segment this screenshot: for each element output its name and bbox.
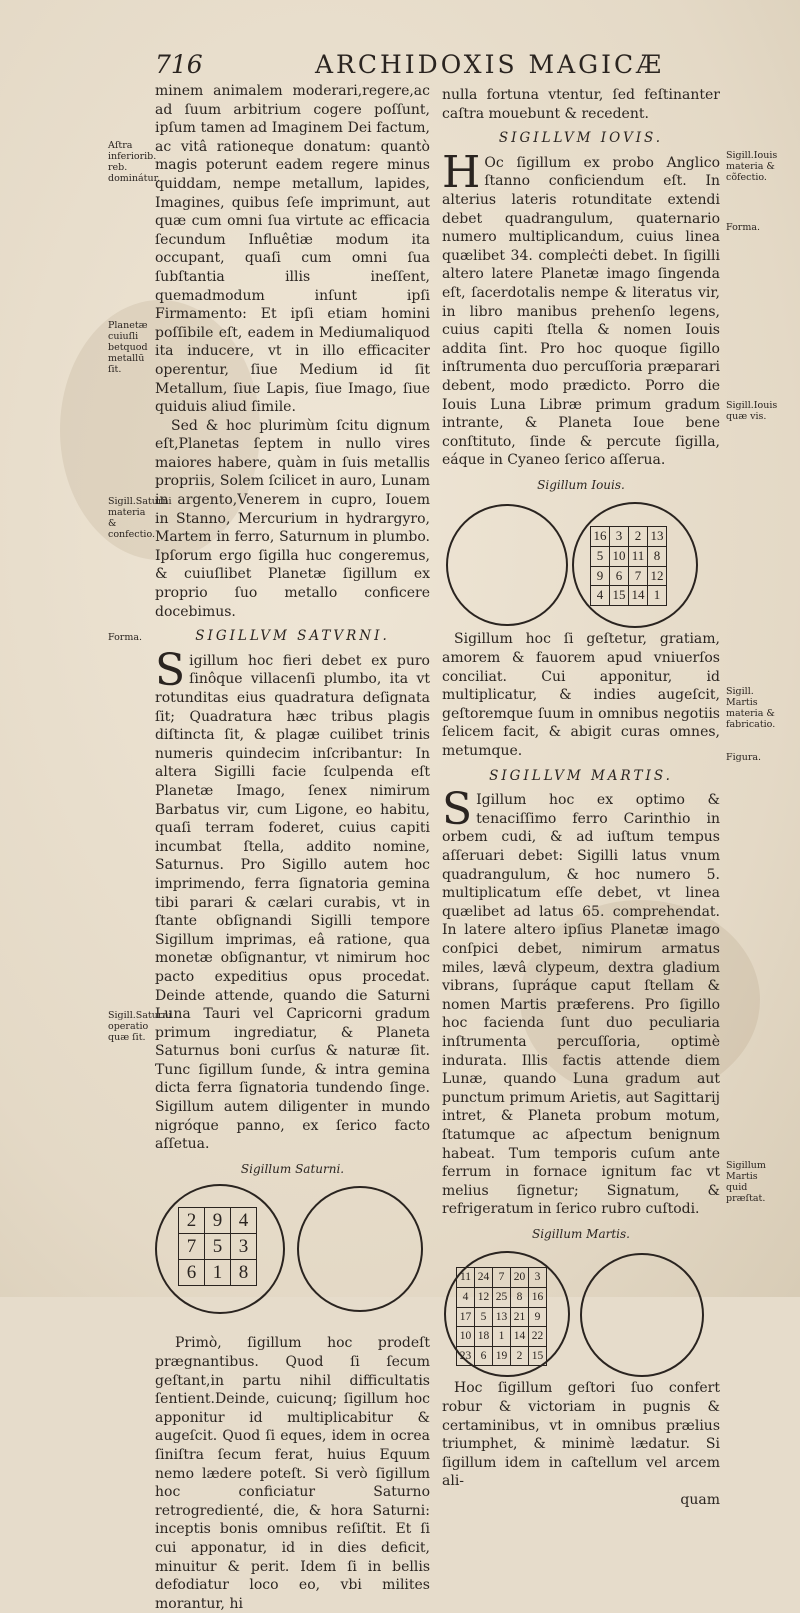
mars-virtue-paragraph: Hoc ſigillum geſtori ſuo confert robur & victoriam in pugnis & certaminibus, vt in omnibus prælius triumphet, & minimè lædatur. Si ſigillum idem in caſtellum vel arcem ali- [442,1380,720,1490]
jupiter-seal-figure [442,500,720,628]
mars-seal-caption: Sigillum Martis. [532,1226,630,1241]
page-number: 716 [155,50,203,79]
saturn-virtue-paragraph: Primò, ſigillum hoc prodeſt prægnantibus. Quod ſi ſecum geſtant,in partu nihil difficultatis ſentient.Deinde, cuicunq; ſigillum hoc apponitur id multiplicabitur & augeſcit. Quod ſi eques, idem in ocrea ſiniſtra ſecum ferat, huius Equum nemo lædere poteſt. Si verò ſigillum hoc conficiatur Saturno retrogredienté, die, & hora Saturni: inceptis bonis omnibus reſiſtit. Et ſi cui apponatur, id in dies deficit, minuitur & perit. Idem ſi in bellis defodiatur loco eo, vbi milites morantur, hi [155,1335,430,1612]
saturn-magic-square [178,1207,257,1286]
mars-square-cell: 6 [475,1346,493,1366]
saturn-square-cell: 3 [231,1234,257,1260]
saturn-seal-back-circle [297,1186,423,1312]
jupiter-square-cell: 4 [591,586,610,606]
jupiter-square-cell: 8 [648,547,667,567]
mars-square-cell: 5 [475,1307,493,1327]
catchword: quam [680,1492,720,1509]
margin-note-saturn-materia: Sigill.Saturni materia & confectio. [108,496,172,540]
margin-note-forma-right: Forma. [726,222,761,233]
jupiter-heading: SIGILLVM IOVIS. [498,130,664,147]
jupiter-square-cell: 16 [591,527,610,547]
mars-square-cell: 4 [457,1288,475,1308]
margin-note-saturn-operatio: Sigill.Saturni operatio quæ ſit. [108,1010,172,1043]
mars-square-cell: 20 [511,1268,529,1288]
right-column [442,86,720,1510]
saturn-text: igillum hoc fieri debet ex puro ſinôque villacenſi plumbo, ita vt rotunditas eius quadratura deſignata ſit; Quadratura hæc tribus plagis diſtincta ſit, & plagæ cuilibet trinis numeris quindecim inſcribantur: In altera Sigilli facie ſculpenda eſt Planetæ Imago, ſenex nimirum Barbatus vir, cum Ligone, eo habitu, quaſi terram foderet, cuius capiti incumbat ſtella, addito nomine, Saturnus. Pro Sigillo autem hoc imprimendo, ferra ſignatoria gemina tibi parari & cælari curabis, vt in ſtante obſignandi Sigilli tempore Sigillum imprimas, eâ ratione, qua monetæ obſignantur, vt nimirum hoc pacto expeditius opus procedat. Deinde attende, quando die Saturni Luna Tauri vel Capricorni gradum primum ingrediatur, & Planeta Saturnus boni curſus & naturæ ſit. Tunc ſigillum ſunde, & intra gemina dicta ferra ſignatoria tundendo ſinge. Sigillum autem diligenter in mundo nigróque panno, ex ſerico facto aſſetua. [155,652,430,1153]
margin-note-mars-materia: Sigill. Martis materia & fabricatio. [726,686,776,730]
saturn-square-cell: 2 [179,1208,205,1234]
saturn-square-cell: 7 [179,1234,205,1260]
mars-magic-square [456,1267,547,1366]
mars-dropcap: S [442,784,473,836]
saturn-seal-caption: Sigillum Saturni. [240,1161,345,1176]
margin-note-figura: Figura. [726,752,762,763]
mars-square-cell: 19 [493,1346,511,1366]
mars-square-cell: 7 [493,1268,511,1288]
mars-square-cell: 15 [529,1346,547,1366]
mars-square-cell: 24 [475,1268,493,1288]
jupiter-square-cell: 2 [629,527,648,547]
margin-note-jupiter-vis: Sigill.Iouis quæ vis. [726,400,778,422]
margin-note-forma-left: Forma. [108,632,143,643]
jupiter-magic-square [590,526,667,605]
jupiter-virtue-paragraph: Sigillum hoc ſi geſtetur, gratiam, amorem & fauorem apud vniuerſos conciliat. Cui apponitur, id multiplicatur, & indies augeſcit, geſtoremque ſuum in omnibus negotiis ſelicem facit, & abigit curas omnes, metumque. [442,631,720,760]
mars-square-cell: 13 [493,1307,511,1327]
margin-note-astra: Aſtra inferiorib. reb. dominátur. [108,140,161,184]
jupiter-square-cell: 3 [610,527,629,547]
jupiter-square-cell: 15 [610,586,629,606]
mars-square-cell: 23 [457,1346,475,1366]
mars-square-cell: 11 [457,1268,475,1288]
saturn-square-cell: 4 [231,1208,257,1234]
saturn-square-cell: 8 [231,1260,257,1286]
right-intro-paragraph: nulla fortuna vtentur, ſed feſtinanter caſtra mouebunt & recedent. [442,87,720,122]
mars-square-cell: 9 [529,1307,547,1327]
mars-square-cell: 21 [511,1307,529,1327]
margin-note-jupiter-materia: Sigill.Iouis materia & cõfectio. [726,150,778,183]
mars-square-cell: 18 [475,1327,493,1347]
mars-text: Igillum hoc ex optimo & tenaciſſimo ferro Carinthio in orbem cudi, & ad iuſtum tempus aſſeruari debet: Sigilli latus vnum quadrangulum, & hoc numero 5. multiplicatum eſſe debet, vt linea quælibet ad latus 65. comprehendat. In latere altero ipſius Planetæ imago conſpici debet, nimirum armatus miles, lævâ clypeum, dextra gladium vibrans, ſupráque caput ſtellam & nomen Martis præferens. Pro ſigillo hoc facienda ſunt duo peculiaria inſtrumenta percuſſoria, optimè indurata. Illis factis attende diem Lunæ, quando Luna gradum aut punctum primum Arietis, aut Sagittarij intret, & Planeta probum motum, ſtatumque ac aſpectum benignum habeat. Tum temporis cuſum ante ferrum in fornace ignitum fac vt melius ſignetur; Signatum, & refrigeratum in ſerico rubro cuſtodi. [442,792,720,1218]
jupiter-square-cell: 5 [591,547,610,567]
saturn-dropcap: S [155,644,186,696]
mars-square-cell: 12 [475,1288,493,1308]
jupiter-paragraph [442,146,720,470]
page-header [155,50,745,80]
saturn-seal-figure [155,1184,430,1332]
saturn-square-cell: 1 [205,1260,231,1286]
jupiter-seal-front-circle [446,504,568,626]
jupiter-square-cell: 1 [648,586,667,606]
mars-square-cell: 2 [511,1346,529,1366]
saturn-square-cell: 5 [205,1234,231,1260]
mars-square-cell: 14 [511,1327,529,1347]
jupiter-square-cell: 14 [629,586,648,606]
left-column [155,82,430,1613]
margin-note-planetae: Planetæ cuiuſli betquod metallū ſit. [108,320,148,375]
mars-square-cell: 25 [493,1288,511,1308]
jupiter-square-cell: 12 [648,566,667,586]
mars-square-cell: 8 [511,1288,529,1308]
mars-square-cell: 1 [493,1327,511,1347]
mars-square-cell: 10 [457,1327,475,1347]
margin-note-mars-praestat: Sigillum Martis quid præſtat. [726,1160,766,1204]
jupiter-square-cell: 10 [610,547,629,567]
mars-square-cell: 17 [457,1307,475,1327]
left-intro-paragraph: minem animalem moderari,regere,ac ad ſuum arbitrium cogere poſſunt, ipſum tamen ad Imaginem Dei factum, ac vitâ rationeque donatum: quantò magis poterunt eadem regere minus quiddam, nempe metallum, lapides, Imagines, quibus ſeſe imprimunt, aut quæ cum omni ſua virtute ac efficacia ſecundum Influêtiæ modum ita occupant, quaſi cum omni ſua ſubſtantia illis ineſſent, quemadmodum inſunt ipſi Firmamento: Et ipſi etiam homini poſſibile eſt, eadem in Mediumaliquod ita inducere, vt in illo efficaciter operentur, ſiue Medium id ſit Metallum, ſiue Lapis, ſiue Imago, ſiue quiduis aliud ſimile. [155,83,430,416]
mars-seal-figure [442,1249,720,1377]
mars-seal-back-circle [580,1253,704,1377]
mars-square-cell: 16 [529,1288,547,1308]
jupiter-seal-caption: Sigillum Iouis. [537,477,625,492]
saturn-square-cell: 9 [205,1208,231,1234]
jupiter-text: Oc ſigillum ex probo Anglico ſtanno conficiendum eſt. In alterius lateris rotunditate extendi debet quadrangulum, quaternario numero multiplicandum, cuius linea quælibet 34. compleċti debet. In ſigilli altero latere Planetæ imago ſingenda eſt, ſacerdotalis nempe & literatus vir, in libro manibus prehenſo legens, cuius capiti ſtella & nomen Iouis addita ſint. Pro hoc quoque ſigillo inſtrumenta duo percuſſoria præparari debent, modo prædicto. Porro die Iouis Luna Libræ primum gradum intrante, & Planeta Ioue bene conſtituto, ſinde & percute ſigilla, eáque in Cyaneo ſerico aſſerua. [442,154,720,469]
jupiter-square-cell: 9 [591,566,610,586]
planets-paragraph: Sed & hoc plurimùm ſcitu dignum eſt,Planetas ſeptem in nullo vires maiores habere, quàm in ſuis metallis propriis, Solem ſcilicet in auro, Lunam in argento,Venerem in cupro, Iouem in Stanno, Mercurium in hydrargyro, Martem in ferro, Saturnum in plumbo. Ipſorum ergo ſigilla huc congeremus, & cuiuſlibet Planetæ ſigillum ex proprio ſuo metallo conficere docebimus. [155,417,430,620]
mars-square-cell: 22 [529,1327,547,1347]
mars-paragraph [442,784,720,1219]
jupiter-dropcap: H [442,146,481,198]
jupiter-square-cell: 7 [629,566,648,586]
running-title: ARCHIDOXIS MAGICÆ [315,50,665,79]
saturn-heading: SIGILLVM SATVRNI. [195,628,390,645]
saturn-paragraph [155,644,430,1154]
jupiter-square-cell: 6 [610,566,629,586]
mars-heading: SIGILLVM MARTIS. [489,767,673,784]
jupiter-square-cell: 11 [629,547,648,567]
saturn-square-cell: 6 [179,1260,205,1286]
mars-square-cell: 3 [529,1268,547,1288]
jupiter-square-cell: 13 [648,527,667,547]
